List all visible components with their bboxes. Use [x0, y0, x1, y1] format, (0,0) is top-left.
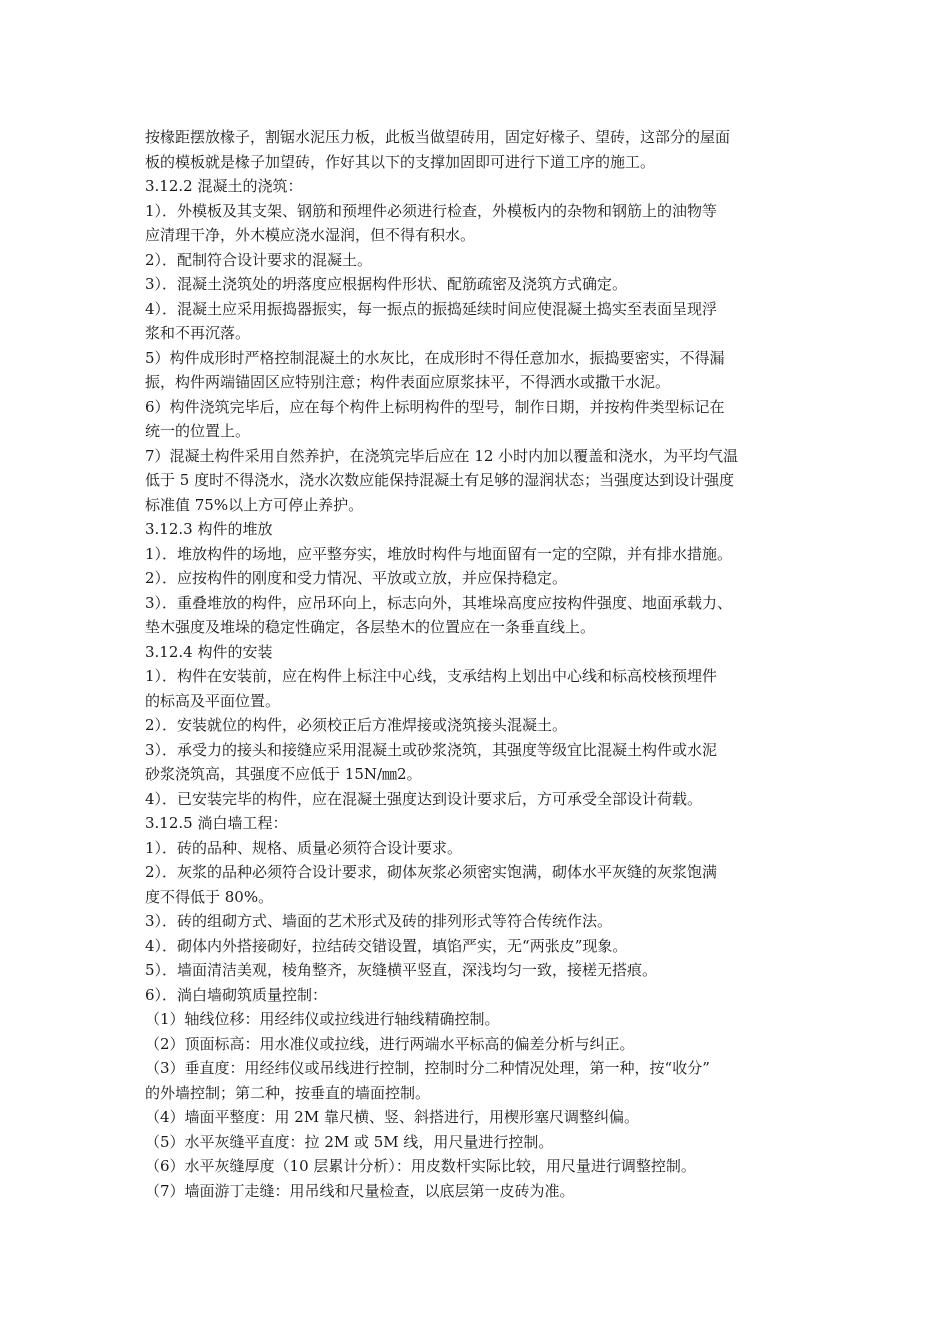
- text-line: （5）水平灰缝平直度：拉 2M 或 5M 线，用尺量进行控制。: [145, 1132, 554, 1151]
- text-line: 5）构件成形时严格控制混凝土的水灰比，在成形时不得任意加水，振捣要密实，不得漏: [145, 348, 725, 367]
- text-line: 2）．灰浆的品种必须符合设计要求，砌体灰浆必须密实饱满，砌体水平灰缝的灰浆饱满: [145, 863, 718, 881]
- text-line: 的外墙控制；第二种，按垂直的墙面控制。: [145, 1083, 431, 1102]
- text-line: 3）．混凝土浇筑处的坍落度应根据构件形状、配筋疏密及浇筑方式确定。: [145, 275, 628, 293]
- text-line: 度不得低于 80%。: [145, 887, 274, 906]
- text-line: 5）．墙面清洁美观，棱角整齐，灰缝横平竖直，深浅均匀一致，接槎无搭痕。: [145, 961, 658, 979]
- document-body: [145, 125, 815, 1203]
- text-line: 3）．重叠堆放的构件，应吊环向上，标志向外，其堆垛高度应按构件强度、地面承载力、: [145, 593, 733, 612]
- text-line: 按椽距摆放椽子，割锯水泥压力板，此板当做望砖用，固定好椽子、望砖，这部分的屋面: [145, 128, 731, 146]
- text-line: （7）墙面游丁走缝：用吊线和尺量检查，以底层第一皮砖为准。: [145, 1181, 575, 1200]
- text-line: （3）垂直度：用经纬仪或吊线进行控制，控制时分二种情况处理，第一种，按“收分”: [145, 1059, 710, 1077]
- text-line: 4）．已安装完毕的构件，应在混凝土强度达到设计要求后，方可承受全部设计荷载。: [145, 789, 703, 808]
- text-line: 3）．砖的组砌方式、墙面的艺术形式及砖的排列形式等符合传统作法。: [145, 912, 613, 930]
- text-line: 标准值 75%以上方可停止养护。: [145, 495, 364, 514]
- text-line: 4）．混凝土应采用振捣器振实，每一振点的振捣延续时间应使混凝土捣实至表面呈现浮: [145, 299, 718, 318]
- text-line: 1）．外模板及其支架、钢筋和预埋件必须进行检查，外模板内的杂物和钢筋上的油物等: [145, 201, 718, 220]
- text-line: 3）．承受力的接头和接缝应采用混凝土或砂浆浇筑，其强度等级宜比混凝土构件或水泥: [145, 740, 718, 759]
- text-line: 2）．配制符合设计要求的混凝土。: [145, 250, 373, 269]
- text-line: 6）构件浇筑完毕后，应在每个构件上标明构件的型号，制作日期，并按构件类型标记在: [145, 397, 725, 416]
- text-line: （1）轴线位移：用经纬仪或拉线进行轴线精确控制。: [145, 1010, 500, 1028]
- text-line: 7）混凝土构件采用自然养护，在浇筑完毕后应在 12 小时内加以覆盖和浇水，为平均气温: [145, 446, 739, 465]
- section-heading-3-12-4: 3.12.4 构件的安装: [145, 642, 273, 661]
- text-line: 1）．堆放构件的场地，应平整夯实，堆放时构件与地面留有一定的空隙，并有排水措施。: [145, 544, 733, 563]
- text-line: 1）．构件在安装前，应在构件上标注中心线，支承结构上划出中心线和标高校核预埋件: [145, 667, 718, 685]
- section-heading-3-12-5: 3.12.5 淌白墙工程：: [145, 814, 288, 832]
- text-line: 板的模板就是椽子加望砖，作好其以下的支撑加固即可进行下道工序的施工。: [145, 152, 656, 171]
- text-line: 6）．淌白墙砌筑质量控制：: [145, 985, 328, 1004]
- text-line: 砂浆浇筑高，其强度不应低于 15N/㎜2。: [145, 765, 422, 783]
- section-heading-3-12-2: 3.12.2 混凝土的浇筑：: [145, 177, 303, 195]
- text-line: 垫木强度及堆垛的稳定性确定，各层垫木的位置应在一条垂直线上。: [145, 618, 596, 636]
- text-line: （4）墙面平整度：用 2M 靠尺横、竖、斜搭进行，用楔形塞尺调整纠偏。: [145, 1108, 639, 1126]
- text-line: 统一的位置上。: [145, 422, 251, 440]
- text-line: 振，构件两端锚固区应特别注意；构件表面应原浆抹平，不得洒水或撒干水泥。: [145, 373, 671, 391]
- text-line: 应清理干净，外木模应浇水湿润，但不得有积水。: [145, 226, 476, 244]
- text-line: 4）．砌体内外搭接砌好，拉结砖交错设置，填馅严实，无“两张皮”现象。: [145, 936, 628, 955]
- text-line: 1）．砖的品种、规格、质量必须符合设计要求。: [145, 838, 463, 857]
- text-line: （6）水平灰缝厚度（10 层累计分析）：用皮数杆实际比较，用尺量进行调整控制。: [145, 1157, 696, 1175]
- section-heading-3-12-3: 3.12.3 构件的堆放: [145, 520, 273, 538]
- text-line: （2）顶面标高：用水准仪或拉线，进行两端水平标高的偏差分析与纠正。: [145, 1034, 635, 1053]
- text-line: 2）．安装就位的构件，必须校正后方准焊接或浇筑接头混凝土。: [145, 716, 568, 734]
- text-line: 浆和不再沉落。: [145, 324, 251, 342]
- text-line: 的标高及平面位置。: [145, 691, 281, 710]
- text-line: 2）．应按构件的刚度和受力情况、平放或立放，并应保持稳定。: [145, 569, 568, 587]
- text-line: 低于 5 度时不得浇水，浇水次数应能保持混凝土有足够的湿润状态；当强度达到设计强度: [145, 471, 735, 489]
